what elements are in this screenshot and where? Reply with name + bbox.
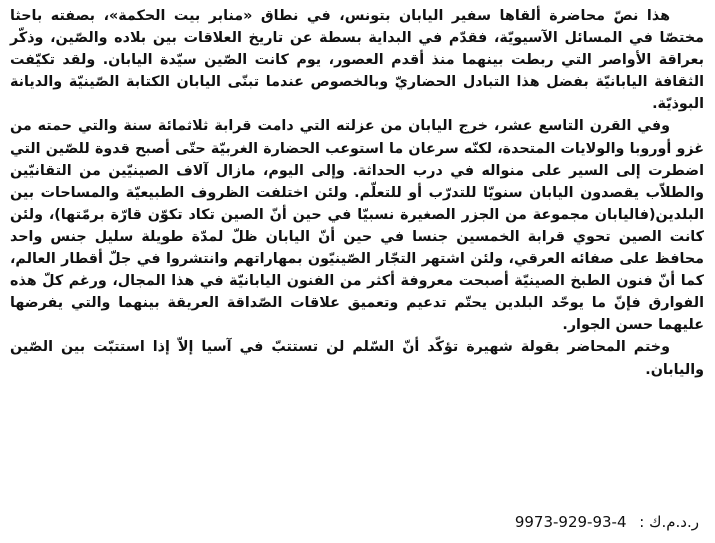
isbn-number: 9973-929-93-4 xyxy=(514,513,627,531)
paragraph-conclusion: وختم المحاضر بقولة شهيرة تؤكّد أنّ السّلم لن تستتبّ في آسيا إلاّ إذا استتبّت بين الصّين واليابان. xyxy=(10,339,704,378)
isbn-label: ر.د.م.ك : xyxy=(639,513,699,531)
isbn-line xyxy=(515,513,699,531)
article-body xyxy=(10,5,704,381)
paragraph-intro: هذا نصّ محاضرة ألقاها سفير اليابان بتونس، في نطاق «منابر بيت الحكمة»، بصفته باحثا مختصّا في المسائل الآسيويّة، فقدّم في البداية بسطة عن تاريخ العلاقات بين بلاده والصّين، وذكّر بعراقة الأواصر التي ربطت بينهما منذ أقدم العصور، يوم كانت الصّين سيّدة اليابان. ولقد تكيّفت الثقافة اليابانيّة بفضل هذا التبادل الحضاريّ وبالخصوص عندما تبنّى اليابان الكتابة الصّينيّة والديانة البوذيّة. xyxy=(10,8,704,113)
paragraph-history: وفي القرن التاسع عشر، خرج اليابان من عزلته التي دامت قرابة ثلاثمائة سنة والتي حمته من غزو أوروبا والولايات المتحدة، لكنّه سرعان ما استوعب الحضارة الغربيّة حتّى أصبح قدوة للصّين التي اضطرت إلى السير على منواله في درب الحداثة. وإلى اليوم، مازال آلاف الصينيّين من التقانيّين والطلاّب يقصدون اليابان سنويّا للتدرّب أو للتعلّم. ولئن اختلفت الظروف الطبيعيّة والمساحات بين البلدين(فاليابان مجموعة من الجزر الصغيرة نسبيّا في حين أنّ الصين تكاد تكوّن قارّة برمّتها)، ولئن كانت الصين تحوي قرابة الخمسين جنسا في حين أنّ اليابان ظلّ لمدّة طويلة سليل جنس واحد محافظ على صفائه العرقي، ولئن اشتهر التجّار الصّينيّون بمهاراتهم وانتشروا في جلّ أقطار العالم، كما أنّ فنون الطبخ الصينيّة أصبحت معروفة أكثر من الفنون اليابانيّة في هذا المجال، ورغم كلّ هذه الفوارق فإنّ ما يوحّد البلدين يحتّم تدعيم وتعميق علاقات الصّداقة العريقة بينهما والتي يفرضها عليهما حسن الجوار. xyxy=(10,118,704,334)
